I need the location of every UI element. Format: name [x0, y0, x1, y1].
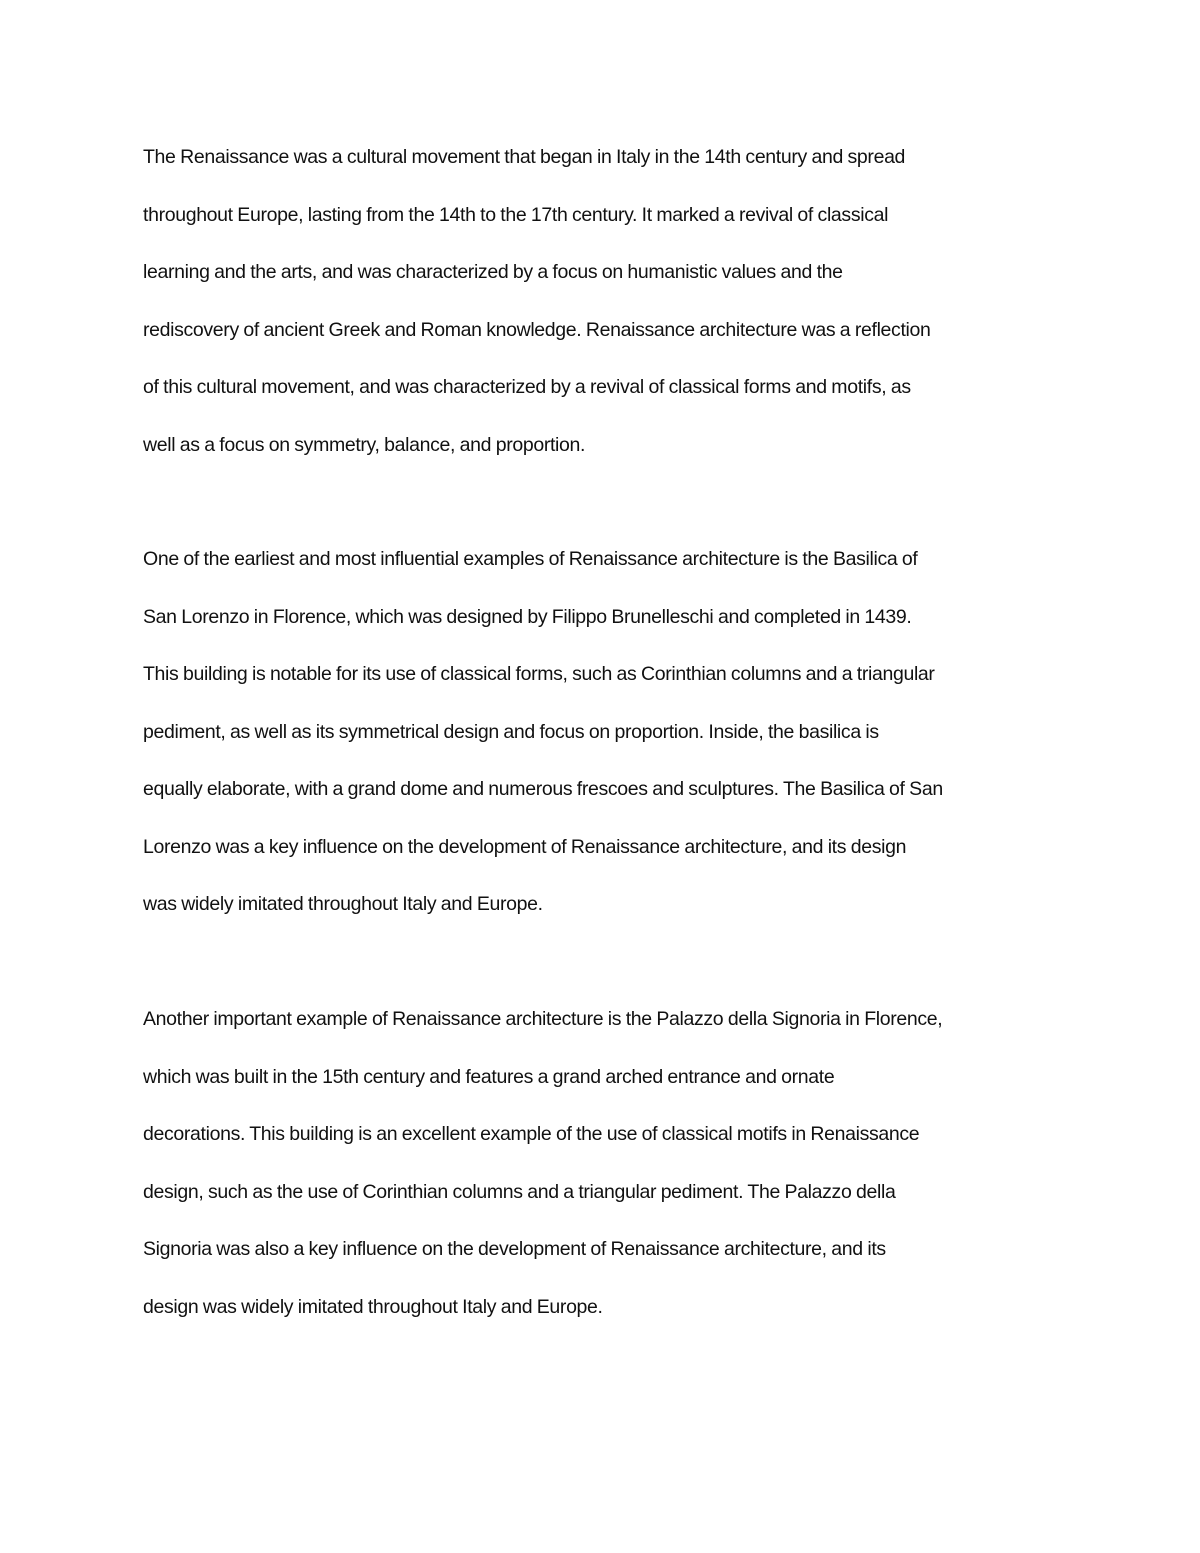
- text-line: which was built in the 15th century and features a grand arched entrance and ornate: [143, 1065, 835, 1088]
- text-line: decorations. This building is an excellent example of the use of classical motifs in Renaissance: [143, 1123, 920, 1145]
- text-line: San Lorenzo in Florence, which was designed by Filippo Brunelleschi and completed in 1439.: [143, 605, 912, 628]
- text-line: rediscovery of ancient Greek and Roman knowledge. Renaissance architecture was a reflection: [143, 318, 931, 341]
- text-line: design was widely imitated throughout Italy and Europe.: [143, 1295, 603, 1318]
- paragraph-renaissance-intro: [143, 147, 1073, 492]
- text-line: equally elaborate, with a grand dome and numerous frescoes and sculptures. The Basilica of San: [143, 778, 943, 800]
- text-line: was widely imitated throughout Italy and Europe.: [143, 893, 543, 915]
- text-line: The Renaissance was a cultural movement that began in Italy in the 14th century and spread: [143, 146, 906, 168]
- paragraph-basilica-san-lorenzo: [143, 549, 1073, 952]
- text-line: This building is notable for its use of classical forms, such as Corinthian columns and a triangular: [143, 663, 935, 685]
- text-line: pediment, as well as its symmetrical design and focus on proportion. Inside, the basilica is: [143, 720, 879, 743]
- text-line: One of the earliest and most influential examples of Renaissance architecture is the Basilica of: [143, 548, 918, 570]
- text-line: of this cultural movement, and was characterized by a revival of classical forms and motifs, as: [143, 376, 911, 398]
- text-line: design, such as the use of Corinthian columns and a triangular pediment. The Palazzo della: [143, 1180, 896, 1203]
- text-line: Signoria was also a key influence on the development of Renaissance architecture, and its: [143, 1238, 886, 1260]
- text-line: Another important example of Renaissance architecture is the Palazzo della Signoria in Florence,: [143, 1008, 943, 1030]
- paragraph-palazzo-della-signoria: [143, 1009, 1073, 1354]
- text-line: throughout Europe, lasting from the 14th to the 17th century. It marked a revival of classical: [143, 203, 889, 226]
- text-line: learning and the arts, and was characterized by a focus on humanistic values and the: [143, 261, 843, 283]
- text-line: Lorenzo was a key influence on the development of Renaissance architecture, and its design: [143, 835, 907, 858]
- text-line: well as a focus on symmetry, balance, and proportion.: [143, 433, 586, 456]
